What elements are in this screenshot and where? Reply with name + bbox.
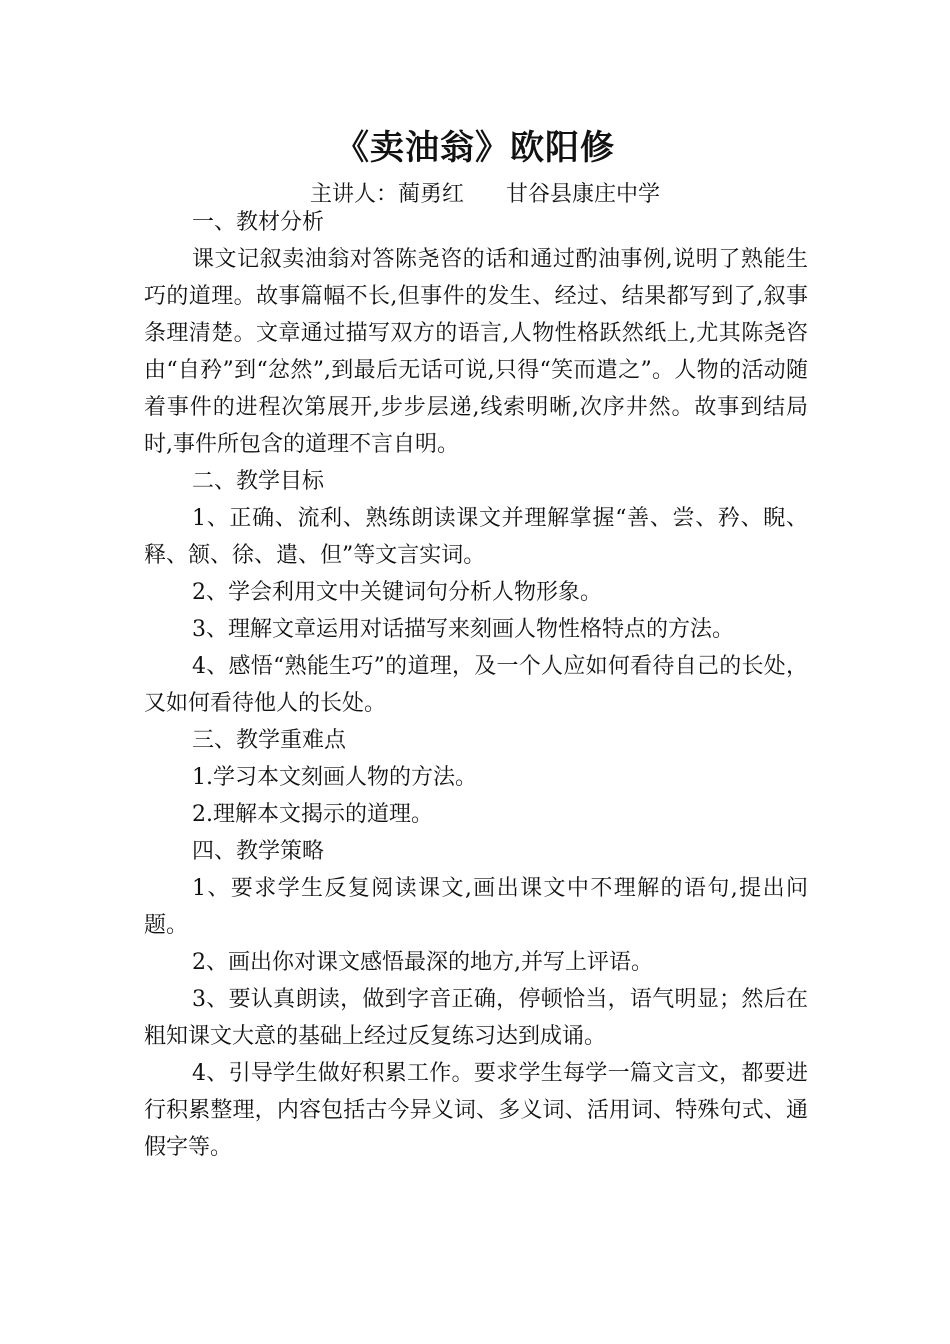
section-heading-1: 一、教材分析 [192,210,325,235]
goal-item-2: 2、学会利用文中关键词句分析人物形象。 [192,580,602,605]
document-subtitle: 主讲人：蔺勇红 甘谷县康庄中学 [310,182,660,207]
strategy-item-1: 1、要求学生反复阅读课文,画出课文中不理解的语句,提出问题。 [144,876,808,938]
section-heading-4: 四、教学策略 [192,839,325,864]
goal-item-3: 3、理解文章运用对话描写来刻画人物性格特点的方法。 [192,617,734,642]
goal-item-1: 1、正确、流利、熟练朗读课文并理解掌握“善、尝、矜、睨、释、颔、徐、遣、但”等文言实词。 [144,506,808,568]
document-title: 《卖油翁》欧阳修 [335,128,615,168]
section-heading-2: 二、教学目标 [192,469,325,494]
strategy-item-2: 2、画出你对课文感悟最深的地方,并写上评语。 [192,950,653,975]
section-heading-3: 三、教学重难点 [192,728,347,753]
document-body [144,204,808,1166]
strategy-item-3: 3、要认真朗读，做到字音正确，停顿恰当，语气明显；然后在粗知课文大意的基础上经过反复练习达到成诵。 [144,987,808,1049]
key-point-item-1: 1.学习本文刻画人物的方法。 [192,765,477,790]
paragraph-textbook-analysis: 课文记叙卖油翁对答陈尧咨的话和通过酌油事例,说明了熟能生巧的道理。故事篇幅不长,但事件的发生、经过、结果都写到了,叙事条理清楚。文章通过描写双方的语言,人物性格跃然纸上,尤其陈尧咨由“自矜”到“忿然”,到最后无话可说,只得“笑而遣之”。人物的活动随着事件的进程次第展开,步步层递,线索明晰,次序井然。故事到结局时,事件所包含的道理不言自明。 [144,247,808,457]
goal-item-4: 4、感悟“熟能生巧”的道理，及一个人应如何看待自己的长处，又如何看待他人的长处。 [144,654,808,716]
strategy-item-4: 4、引导学生做好积累工作。要求学生每学一篇文言文，都要进行积累整理，内容包括古今异义词、多义词、活用词、特殊句式、通假字等。 [144,1061,808,1160]
key-point-item-2: 2.理解本文揭示的道理。 [192,802,433,827]
